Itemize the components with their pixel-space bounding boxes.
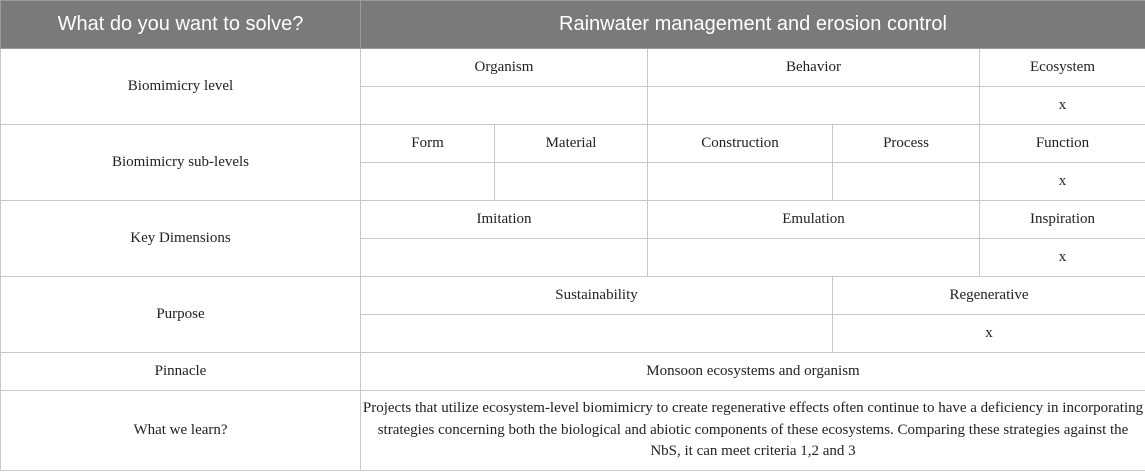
cell-imitation: Imitation bbox=[361, 201, 648, 239]
mark-process bbox=[833, 163, 980, 201]
table-header-row bbox=[1, 1, 1145, 49]
cell-form: Form bbox=[361, 125, 495, 163]
cell-sustainability: Sustainability bbox=[361, 277, 833, 315]
row-label-pinnacle: Pinnacle bbox=[1, 353, 361, 391]
row-label-purpose: Purpose bbox=[1, 277, 361, 353]
cell-ecosystem: Ecosystem bbox=[980, 49, 1145, 87]
cell-what-we-learn-value: Projects that utilize ecosystem-level biomimicry to create regenerative effects often continue to have a deficiency in incorporating strategies concerning both the biological and abiotic components of these ecosystems. Comparing these strategies against the NbS, it can meet criteria 1,2 and 3 bbox=[361, 391, 1145, 471]
mark-emulation bbox=[648, 239, 980, 277]
row-label-what-we-learn: What we learn? bbox=[1, 391, 361, 471]
cell-pinnacle-value: Monsoon ecosystems and organism bbox=[361, 353, 1145, 391]
table-row bbox=[1, 277, 1145, 315]
cell-construction: Construction bbox=[648, 125, 833, 163]
mark-material bbox=[495, 163, 648, 201]
header-topic: Rainwater management and erosion control bbox=[361, 1, 1145, 49]
cell-behavior: Behavior bbox=[648, 49, 980, 87]
mark-organism bbox=[361, 87, 648, 125]
mark-behavior bbox=[648, 87, 980, 125]
cell-inspiration: Inspiration bbox=[980, 201, 1145, 239]
mark-sustainability bbox=[361, 315, 833, 353]
row-label-key-dimensions: Key Dimensions bbox=[1, 201, 361, 277]
mark-function: x bbox=[980, 163, 1145, 201]
row-label-sub-levels: Biomimicry sub-levels bbox=[1, 125, 361, 201]
mark-ecosystem: x bbox=[980, 87, 1145, 125]
cell-process: Process bbox=[833, 125, 980, 163]
header-question: What do you want to solve? bbox=[1, 1, 361, 49]
cell-material: Material bbox=[495, 125, 648, 163]
cell-function: Function bbox=[980, 125, 1145, 163]
table-row bbox=[1, 353, 1145, 391]
row-label-biomimicry-level: Biomimicry level bbox=[1, 49, 361, 125]
table-row bbox=[1, 125, 1145, 163]
table-row bbox=[1, 49, 1145, 87]
cell-organism: Organism bbox=[361, 49, 648, 87]
mark-inspiration: x bbox=[980, 239, 1145, 277]
mark-construction bbox=[648, 163, 833, 201]
table-row bbox=[1, 201, 1145, 239]
mark-imitation bbox=[361, 239, 648, 277]
cell-regenerative: Regenerative bbox=[833, 277, 1145, 315]
cell-emulation: Emulation bbox=[648, 201, 980, 239]
mark-form bbox=[361, 163, 495, 201]
table-row bbox=[1, 391, 1145, 471]
mark-regenerative: x bbox=[833, 315, 1145, 353]
